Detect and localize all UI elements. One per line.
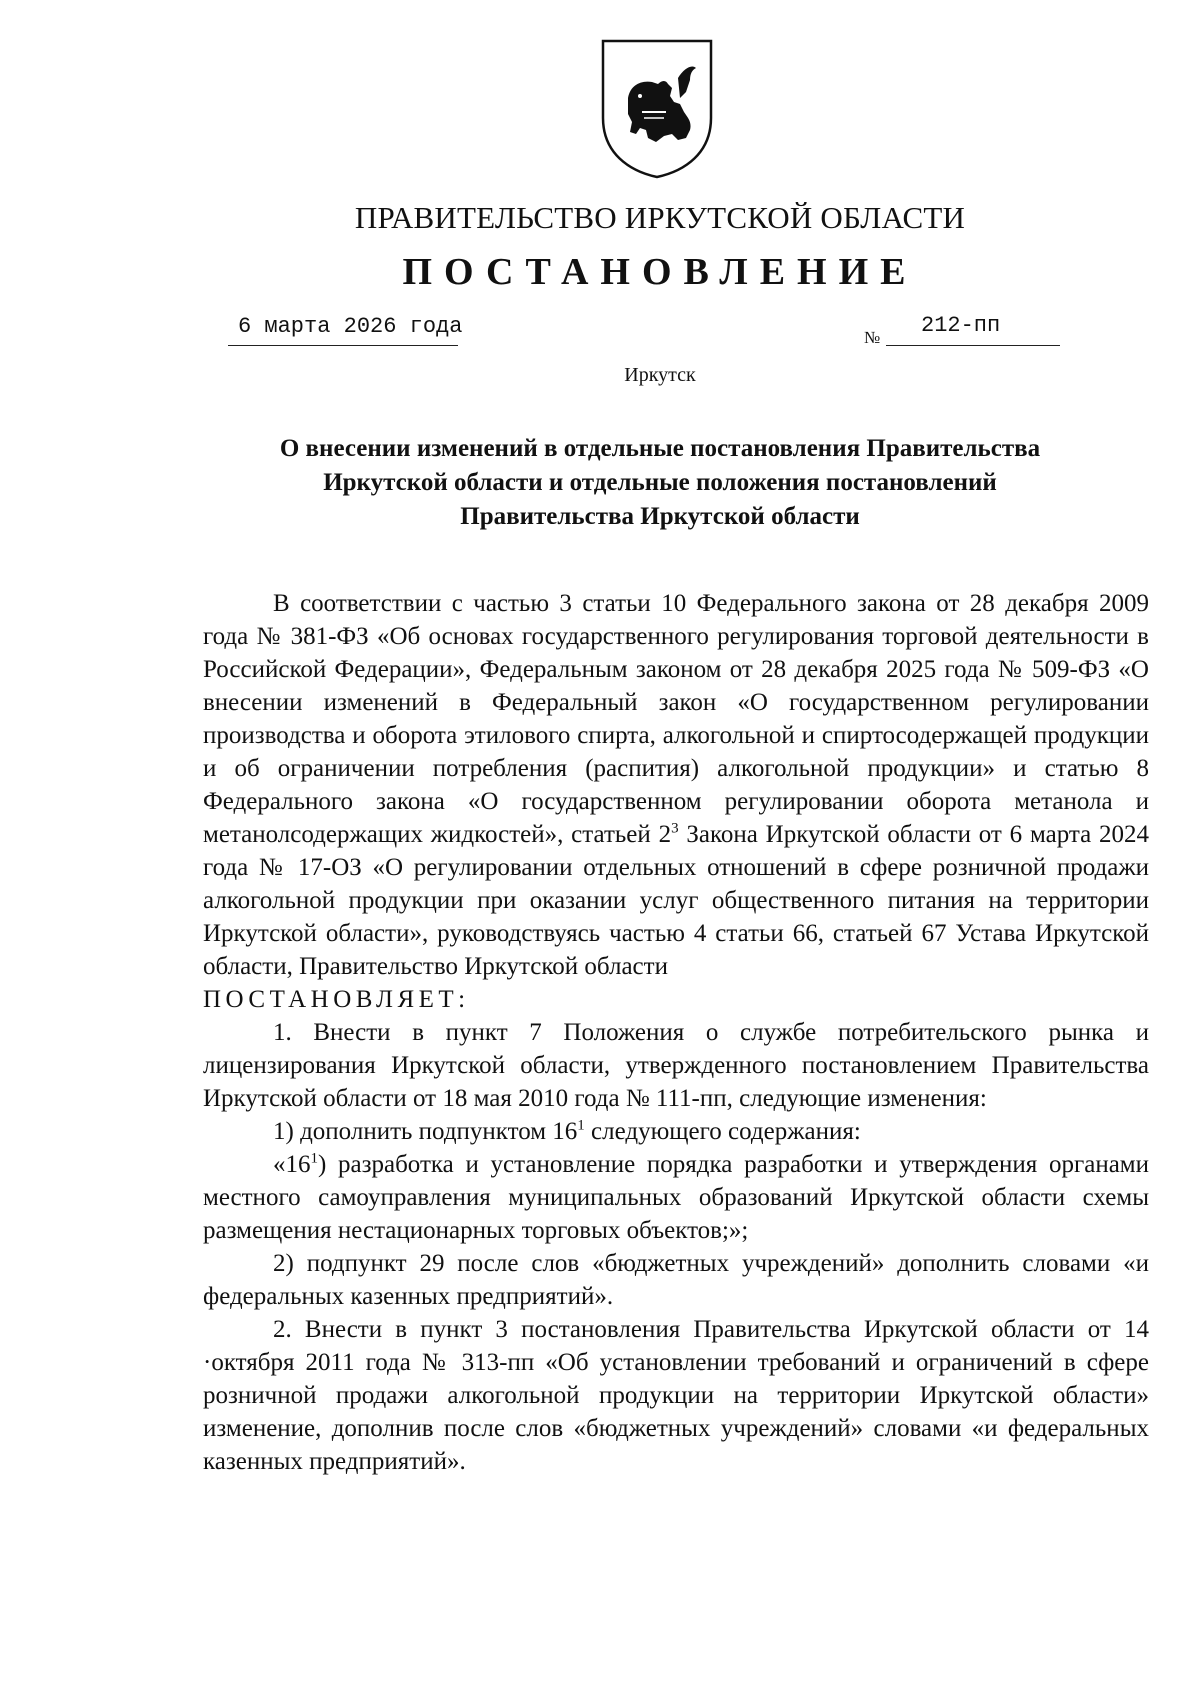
document-body [203, 587, 1149, 1478]
title-line: Иркутской области и отдельные положения постановлений [323, 469, 997, 496]
document-date: 6 марта 2026 года [238, 314, 463, 339]
organization-name: ПРАВИТЕЛЬСТВО ИРКУТСКОЙ ОБЛАСТИ [354, 200, 966, 235]
title-line: О внесении изменений в отдельные постановления Правительства [279, 435, 1041, 462]
document-number: 212-пп [921, 313, 1001, 338]
coat-of-arms-emblem [600, 38, 714, 180]
title-line: Правительства Иркутской области [460, 503, 860, 530]
item-1-subitem-1: 1) дополнить подпунктом $16^1$ следующего содержания: [273, 1117, 861, 1145]
date-underline [228, 345, 458, 346]
item-1-quote: «$16^1$) разработка и установление порядка разработки и утверждения органами местного самоуправления муниципальных образований Иркутской области схемы размещения нестационарных торговых объектов;»; [203, 1150, 1149, 1244]
item-2: 2. Внести в пункт 3 постановления Правительства Иркутской области от 14 ·октября 2011 года № 313-пп «Об установлении требований и ограничений в сфере розничной продажи алкогольной продукции на территории Иркутской области» изменение, дополнив после слов «бюджетных учреждений» словами «и федеральных казенных предприятий». [203, 1316, 1149, 1475]
item-1: 1. Внести в пункт 7 Положения о службе потребительского рынка и лицензирования Иркутской области, утвержденного постановлением Правительства Иркутской области от 18 мая 2010 года № 111-пп, следующие изменения: [203, 1019, 1149, 1112]
number-sign: № [864, 328, 881, 347]
document-type: ПОСТАНОВЛЕНИЕ [402, 251, 918, 293]
document-title [200, 432, 1120, 534]
number-underline [886, 345, 1060, 346]
preamble-paragraph: В соответствии с частью 3 статьи 10 Федерального закона от 28 декабря 2009 года № 381-ФЗ «Об основах государственного регулирования торговой деятельности в Российской Федерации», Федеральным законом от 28 декабря 2025 года № 509-ФЗ «О внесении изменений в Федеральный закон «О государственном регулировании производства и оборота этилового спирта, алкогольной и спиртосодержащей продукции и об ограничении потребления (распития) алкогольной продукции» и статью 8 Федерального закона «О государственном регулировании оборота метанола и метанолсодержащих жидкостей», статьей $2^3$ Закона Иркутской области от 6 марта 2024 года № 17-ОЗ «О регулировании отдельных отношений в сфере розничной продажи алкогольной продукции при оказании услуг общественного питания на территории Иркутской области», руководствуясь частью 4 статьи 66, статьей 67 Устава Иркутской области, Правительство Иркутской области [203, 590, 1150, 980]
resolves-heading: ПОСТАНОВЛЯЕТ: [203, 986, 470, 1013]
city-name: Иркутск [624, 364, 696, 386]
item-1-subitem-2: 2) подпункт 29 после слов «бюджетных учреждений» дополнить словами «и федеральных казенных предприятий». [203, 1250, 1149, 1310]
